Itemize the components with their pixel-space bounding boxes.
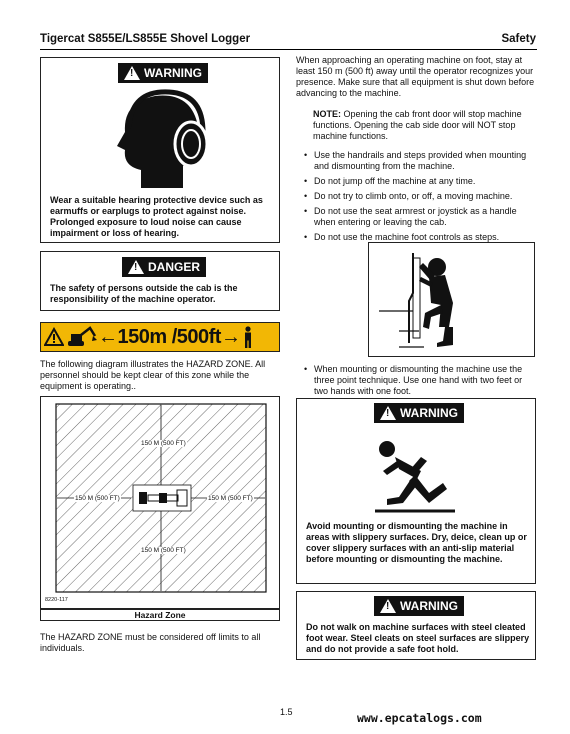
- danger-triangle-icon: !: [128, 260, 144, 274]
- distance-banner-text: ←150m /500ft→: [98, 325, 241, 348]
- bottom-distance-label: 150 M (500 FT): [141, 547, 186, 554]
- hearing-warning-box: [40, 57, 280, 243]
- slip-warning-box: [296, 398, 536, 584]
- hazard-zone-graphic: [41, 397, 279, 608]
- danger-label: ! DANGER: [122, 257, 206, 277]
- note-label: NOTE:: [313, 109, 341, 119]
- banner-warning-triangle-icon: [44, 327, 64, 347]
- list-item: • Do not use the seat armrest or joystick as a handle when entering or leaving the cab.: [304, 206, 536, 228]
- list-item: • Do not try to climb onto, or off, a moving machine.: [304, 191, 536, 202]
- warning-label: ! WARNING: [374, 403, 464, 423]
- note-paragraph: [313, 109, 535, 142]
- distance-banner: [40, 322, 280, 352]
- warning-triangle-icon: !: [380, 406, 396, 420]
- hazard-zone-diagram: [40, 396, 280, 609]
- hearing-warning-text: Wear a suitable hearing protective device such as earmuffs or earplugs to protect against noise. Prolonged exposure to loud noise can cause impairment or loss of hearing.: [50, 195, 263, 238]
- list-item: • When mounting or dismounting the machine use the three point technique. Use one hand with two feet or two hands with one foot.: [304, 364, 536, 397]
- operator-climbing-illustration: [369, 243, 534, 356]
- section-title: Safety: [501, 33, 536, 45]
- top-distance-label: 150 M (500 FT): [141, 440, 186, 447]
- note-text: Opening the cab front door will stop machine functions. Opening the cab side door will NOT stop machine functions.: [313, 109, 522, 141]
- danger-box: [40, 251, 280, 311]
- list-item: • Use the handrails and steps provided when mounting and dismounting from the machine.: [304, 150, 536, 172]
- diagram-caption: Hazard Zone: [40, 609, 280, 621]
- slip-hazard-icon: [369, 435, 459, 515]
- warning-label: ! WARNING: [118, 63, 208, 83]
- document-title: Tigercat S855E/LS855E Shovel Logger: [40, 33, 251, 45]
- warning-triangle-icon: !: [380, 599, 396, 613]
- header-rule: [40, 49, 537, 50]
- danger-text: The safety of persons outside the cab is the responsibility of the machine operator.: [50, 283, 238, 304]
- approach-paragraph: When approaching an operating machine on foot, stay at least 150 m (500 ft) away until the operator recognizes your presence. Make sure that all equipment is shut down before advancing to the machine.: [296, 55, 535, 98]
- website-watermark[interactable]: www.epcatalogs.com: [357, 711, 482, 725]
- hearing-protection-icon: [111, 88, 211, 193]
- warning-label: ! WARNING: [374, 596, 464, 616]
- person-icon: [241, 326, 255, 348]
- three-point-list: [304, 364, 536, 401]
- page-number: 1.5: [280, 707, 293, 717]
- list-item: • Do not jump off the machine at any time.: [304, 176, 536, 187]
- hazard-zone-intro: The following diagram illustrates the HAZARD ZONE. All personnel should be kept clear of this zone while the equipment is operating..: [40, 359, 266, 391]
- three-point-contact-image: [368, 242, 535, 357]
- hazard-zone-outro: The HAZARD ZONE must be considered off limits to all individuals.: [40, 632, 261, 653]
- diagram-code: 8220-117: [45, 597, 68, 603]
- warning-triangle-icon: !: [124, 66, 140, 80]
- slip-warning-text: Avoid mounting or dismounting the machine in areas with slippery surfaces. Dry, deice, clean up or cover slippery surfaces with an anti-slip material before mounting or dismounting the machine.: [306, 521, 527, 564]
- list-item: • Do not use the machine foot controls as steps.: [304, 232, 536, 243]
- right-distance-label: 150 M (500 FT): [208, 495, 253, 502]
- safety-bullet-list: [304, 150, 536, 247]
- left-distance-label: 150 M (500 FT): [75, 495, 120, 502]
- excavator-icon: [64, 326, 98, 348]
- steel-cleat-warning-box: [296, 591, 536, 660]
- steel-cleat-warning-text: Do not walk on machine surfaces with steel cleated foot wear. Steel cleats on steel surfaces are slippery and do not provide a safe foot hold.: [306, 622, 530, 654]
